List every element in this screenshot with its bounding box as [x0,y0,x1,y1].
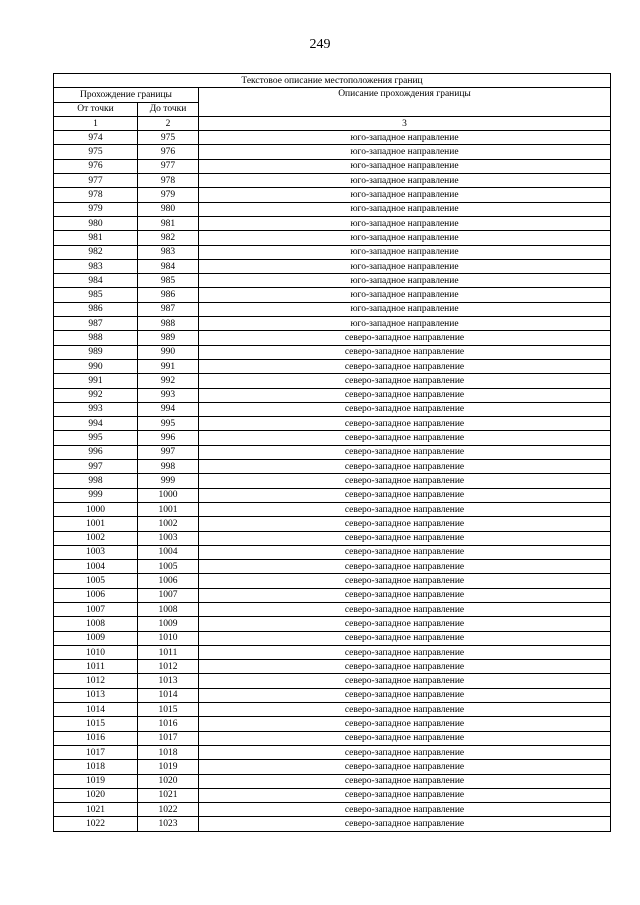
to-point-cell: 1008 [138,602,199,616]
to-point-cell: 976 [138,145,199,159]
description-cell: северо-западное направление [199,760,611,774]
description-cell: северо-западное направление [199,688,611,702]
description-cell: северо-западное направление [199,617,611,631]
from-point-cell: 987 [54,317,138,331]
from-point-header: От точки [54,102,138,116]
description-cell: юго-западное направление [199,302,611,316]
description-cell: северо-западное направление [199,774,611,788]
to-point-cell: 1014 [138,688,199,702]
to-point-cell: 1012 [138,660,199,674]
to-point-cell: 1004 [138,545,199,559]
table-row [54,488,611,502]
table-row [54,617,611,631]
description-cell: юго-западное направление [199,131,611,145]
description-cell: северо-западное направление [199,502,611,516]
table-row [54,445,611,459]
to-point-cell: 987 [138,302,199,316]
to-point-cell: 1016 [138,717,199,731]
table-row [54,788,611,802]
description-cell: юго-западное направление [199,188,611,202]
description-cell: северо-западное направление [199,660,611,674]
from-point-cell: 1019 [54,774,138,788]
description-cell: северо-западное направление [199,631,611,645]
table-row [54,560,611,574]
from-point-cell: 977 [54,174,138,188]
from-point-cell: 975 [54,145,138,159]
to-point-cell: 1015 [138,703,199,717]
table-row [54,288,611,302]
table-row [54,431,611,445]
to-point-cell: 1006 [138,574,199,588]
from-point-cell: 1000 [54,502,138,516]
to-point-cell: 1022 [138,803,199,817]
table-row [54,274,611,288]
to-point-cell: 988 [138,317,199,331]
from-point-cell: 986 [54,302,138,316]
description-cell: юго-западное направление [199,231,611,245]
table-row [54,474,611,488]
to-point-cell: 983 [138,245,199,259]
description-cell: северо-западное направление [199,717,611,731]
from-point-cell: 997 [54,460,138,474]
table-row [54,674,611,688]
table-row [54,717,611,731]
table-row [54,159,611,173]
table-row [54,460,611,474]
description-cell: северо-западное направление [199,645,611,659]
description-cell: северо-западное направление [199,745,611,759]
to-point-cell: 1003 [138,531,199,545]
to-point-cell: 978 [138,174,199,188]
to-point-cell: 985 [138,274,199,288]
table-row [54,202,611,216]
to-point-cell: 995 [138,417,199,431]
from-point-cell: 995 [54,431,138,445]
table-row [54,731,611,745]
from-point-cell: 999 [54,488,138,502]
description-cell: юго-западное направление [199,159,611,173]
to-point-cell: 991 [138,359,199,373]
table-row [54,359,611,373]
description-cell: северо-западное направление [199,531,611,545]
table-row [54,259,611,273]
from-point-cell: 996 [54,445,138,459]
description-cell: северо-западное направление [199,474,611,488]
description-cell: северо-западное направление [199,460,611,474]
table-row [54,216,611,230]
to-point-cell: 1010 [138,631,199,645]
table-row [54,645,611,659]
table-row [54,660,611,674]
to-point-cell: 975 [138,131,199,145]
table-row [54,817,611,831]
to-point-cell: 1020 [138,774,199,788]
from-point-cell: 1001 [54,517,138,531]
from-point-cell: 978 [54,188,138,202]
table-row [54,388,611,402]
table-row [54,688,611,702]
boundary-passage-header: Прохождение границы [54,88,199,102]
table-row [54,402,611,416]
from-point-cell: 1010 [54,645,138,659]
table-row [54,174,611,188]
description-cell: северо-западное направление [199,517,611,531]
table-row [54,803,611,817]
from-point-cell: 982 [54,245,138,259]
from-point-cell: 1016 [54,731,138,745]
from-point-cell: 990 [54,359,138,373]
table-row [54,245,611,259]
to-point-cell: 997 [138,445,199,459]
description-cell: северо-западное направление [199,359,611,373]
table-row [54,502,611,516]
to-point-cell: 981 [138,216,199,230]
table-body [54,131,611,832]
to-point-cell: 982 [138,231,199,245]
from-point-cell: 1003 [54,545,138,559]
to-point-cell: 990 [138,345,199,359]
table-row [54,774,611,788]
description-cell: северо-западное направление [199,803,611,817]
description-cell: северо-западное направление [199,788,611,802]
to-point-cell: 994 [138,402,199,416]
to-point-cell: 1021 [138,788,199,802]
description-cell: северо-западное направление [199,488,611,502]
description-cell: юго-западное направление [199,216,611,230]
from-point-cell: 1002 [54,531,138,545]
to-point-cell: 980 [138,202,199,216]
description-cell: северо-западное направление [199,560,611,574]
description-cell: юго-западное направление [199,259,611,273]
table-row [54,745,611,759]
from-point-cell: 993 [54,402,138,416]
from-point-cell: 1007 [54,602,138,616]
column-number-1: 1 [54,116,138,130]
from-point-cell: 991 [54,374,138,388]
from-point-cell: 1005 [54,574,138,588]
description-cell: юго-западное направление [199,245,611,259]
description-cell: северо-западное направление [199,345,611,359]
from-point-cell: 1020 [54,788,138,802]
table-row [54,188,611,202]
from-point-cell: 998 [54,474,138,488]
from-point-cell: 1013 [54,688,138,702]
description-cell: северо-западное направление [199,331,611,345]
column-number-3: 3 [199,116,611,130]
table-title: Текстовое описание местоположения границ [54,74,611,88]
to-point-cell: 1001 [138,502,199,516]
to-point-cell: 993 [138,388,199,402]
table-row [54,317,611,331]
table-row [54,331,611,345]
to-point-cell: 1009 [138,617,199,631]
to-point-cell: 986 [138,288,199,302]
description-cell: северо-западное направление [199,588,611,602]
description-header: Описание прохождения границы [199,88,611,117]
to-point-cell: 989 [138,331,199,345]
description-cell: юго-западное направление [199,317,611,331]
description-cell: северо-западное направление [199,445,611,459]
table-row [54,574,611,588]
from-point-cell: 984 [54,274,138,288]
from-point-cell: 1021 [54,803,138,817]
table-row [54,602,611,616]
table-row [54,302,611,316]
table-row [54,417,611,431]
column-number-row [54,116,611,130]
table-row [54,345,611,359]
from-point-cell: 988 [54,331,138,345]
table-row [54,631,611,645]
description-cell: юго-западное направление [199,274,611,288]
table-row [54,374,611,388]
to-point-cell: 1023 [138,817,199,831]
description-cell: северо-западное направление [199,703,611,717]
description-cell: северо-западное направление [199,545,611,559]
to-point-cell: 998 [138,460,199,474]
from-point-cell: 985 [54,288,138,302]
from-point-cell: 974 [54,131,138,145]
from-point-cell: 994 [54,417,138,431]
boundary-description-table [53,73,611,832]
description-cell: северо-западное направление [199,731,611,745]
to-point-cell: 996 [138,431,199,445]
from-point-cell: 1012 [54,674,138,688]
to-point-cell: 1019 [138,760,199,774]
from-point-cell: 1015 [54,717,138,731]
table-title-row [54,74,611,88]
description-cell: северо-западное направление [199,431,611,445]
to-point-cell: 979 [138,188,199,202]
description-cell: северо-западное направление [199,417,611,431]
description-cell: северо-западное направление [199,674,611,688]
description-cell: северо-западное направление [199,374,611,388]
description-cell: юго-западное направление [199,288,611,302]
from-point-cell: 976 [54,159,138,173]
from-point-cell: 992 [54,388,138,402]
from-point-cell: 1011 [54,660,138,674]
from-point-cell: 1018 [54,760,138,774]
from-point-cell: 1017 [54,745,138,759]
description-cell: юго-западное направление [199,202,611,216]
description-cell: северо-западное направление [199,402,611,416]
description-cell: северо-западное направление [199,574,611,588]
table-row [54,231,611,245]
to-point-cell: 1017 [138,731,199,745]
from-point-cell: 1004 [54,560,138,574]
to-point-cell: 984 [138,259,199,273]
from-point-cell: 981 [54,231,138,245]
to-point-cell: 992 [138,374,199,388]
to-point-header: До точки [138,102,199,116]
from-point-cell: 1008 [54,617,138,631]
to-point-cell: 1002 [138,517,199,531]
table-group-header-row [54,88,611,102]
to-point-cell: 1011 [138,645,199,659]
page-number: 249 [309,37,331,52]
to-point-cell: 999 [138,474,199,488]
table-row [54,517,611,531]
from-point-cell: 979 [54,202,138,216]
table-row [54,545,611,559]
description-cell: юго-западное направление [199,145,611,159]
table-row [54,131,611,145]
from-point-cell: 1022 [54,817,138,831]
from-point-cell: 1006 [54,588,138,602]
to-point-cell: 1005 [138,560,199,574]
to-point-cell: 1018 [138,745,199,759]
table-row [54,145,611,159]
description-cell: юго-западное направление [199,174,611,188]
column-number-2: 2 [138,116,199,130]
from-point-cell: 1009 [54,631,138,645]
table-header [54,74,611,131]
to-point-cell: 977 [138,159,199,173]
to-point-cell: 1013 [138,674,199,688]
description-cell: северо-западное направление [199,817,611,831]
to-point-cell: 1000 [138,488,199,502]
from-point-cell: 980 [54,216,138,230]
table-row [54,531,611,545]
from-point-cell: 989 [54,345,138,359]
description-cell: северо-западное направление [199,388,611,402]
description-cell: северо-западное направление [199,602,611,616]
table-row [54,588,611,602]
table-row [54,703,611,717]
from-point-cell: 1014 [54,703,138,717]
from-point-cell: 983 [54,259,138,273]
table-row [54,760,611,774]
to-point-cell: 1007 [138,588,199,602]
